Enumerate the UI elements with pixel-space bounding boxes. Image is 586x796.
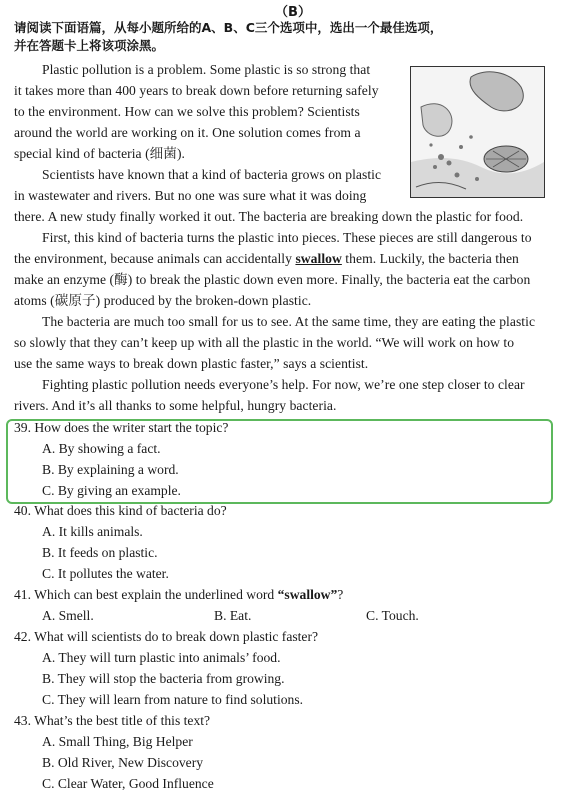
p4-line: The bacteria are much too small for us to see. At the same time, they are eating the plastic [42,314,536,329]
question-43-option-c[interactable]: C. Clear Water, Good Influence [42,776,214,791]
question-39-option-a[interactable]: A. By showing a fact. [42,441,161,456]
question-43-stem: 43. What’s the best title of this text? [14,713,211,728]
question-39-option-b[interactable]: B. By explaining a word. [42,462,179,477]
question-41-stem-before: 41. Which can best explain the underlined word [14,587,278,602]
p1-line: to the environment. How can we solve this problem? Scientists [14,104,360,119]
p2-line: in wastewater and rivers. But no one was sure what it was doing [14,188,367,203]
instructions [14,19,574,55]
p2-line: Scientists have known that a kind of bacteria grows on plastic [42,167,382,182]
p3-line [14,248,574,269]
paragraph-1 [14,59,394,164]
question-42-option-b[interactable]: B. They will stop the bacteria from growing. [42,671,285,686]
question-41-stem [14,587,343,603]
question-41-option-c[interactable]: C. Touch. [366,608,419,623]
p1-line: around the world are working on it. One solution comes from a [14,125,361,140]
question-43-option-a[interactable]: A. Small Thing, Big Helper [42,734,193,749]
p4-line: so slowly that they can’t keep up with all the plastic in the world. “We will work on how to [14,335,515,350]
p2-line: there. A new study finally worked it out. The bacteria are breaking down the plastic for food. [14,209,524,224]
p3-line2-after: them. Luckily, the bacteria then [341,251,519,266]
question-42-option-a[interactable]: A. They will turn plastic into animals’ food. [42,650,281,665]
p5-line: Fighting plastic pollution needs everyone’s help. For now, we’re one step closer to clear [42,377,525,392]
question-40-option-c[interactable]: C. It pollutes the water. [42,566,169,581]
question-39-stem: 39. How does the writer start the topic? [14,420,229,435]
section-label: （B） [275,5,311,20]
underlined-word: swallow [295,251,342,266]
paragraph-2 [14,164,574,227]
p4-line: use the same ways to break down plastic faster,” says a scientist. [14,356,369,371]
instructions-line-2: 并在答题卡上将该项涂黑。 [14,38,165,53]
paragraph-5 [14,374,574,416]
p3-line: make an enzyme (酶) to break the plastic down even more. Finally, the bacteria eat the carbon [14,272,531,287]
question-40-option-b[interactable]: B. It feeds on plastic. [42,545,158,560]
question-41-option-b[interactable]: B. Eat. [214,608,252,623]
p3-line: First, this kind of bacteria turns the plastic into pieces. These pieces are still dangerous to [42,230,532,245]
p3-line2-before: the environment, because animals can accidentally [14,251,296,266]
p3-line: atoms (碳原子) produced by the broken-down plastic. [14,293,312,308]
p1-line: Plastic pollution is a problem. Some plastic is so strong that [42,62,371,77]
question-41-option-a[interactable]: A. Smell. [42,608,94,623]
paragraph-3 [14,227,574,311]
p1-line: it takes more than 400 years to break down before returning safely [14,83,379,98]
question-40-stem: 40. What does this kind of bacteria do? [14,503,227,518]
question-42-stem: 42. What will scientists do to break down plastic faster? [14,629,319,644]
instructions-line-1: 请阅读下面语篇，从每小题所给的A、B、C三个选项中，选出一个最佳选项， [14,20,443,35]
question-43-option-b[interactable]: B. Old River, New Discovery [42,755,204,770]
question-41-stem-word: “swallow” [277,587,338,602]
p1-line: special kind of bacteria (细菌). [14,146,185,161]
question-39-option-c[interactable]: C. By giving an example. [42,483,181,498]
question-40-option-a[interactable]: A. It kills animals. [42,524,143,539]
question-42-option-c[interactable]: C. They will learn from nature to find solutions. [42,692,304,707]
paragraph-4 [14,311,574,374]
p5-line: rivers. And it’s all thanks to some helpful, hungry bacteria. [14,398,337,413]
question-41-stem-after: ? [337,587,344,602]
